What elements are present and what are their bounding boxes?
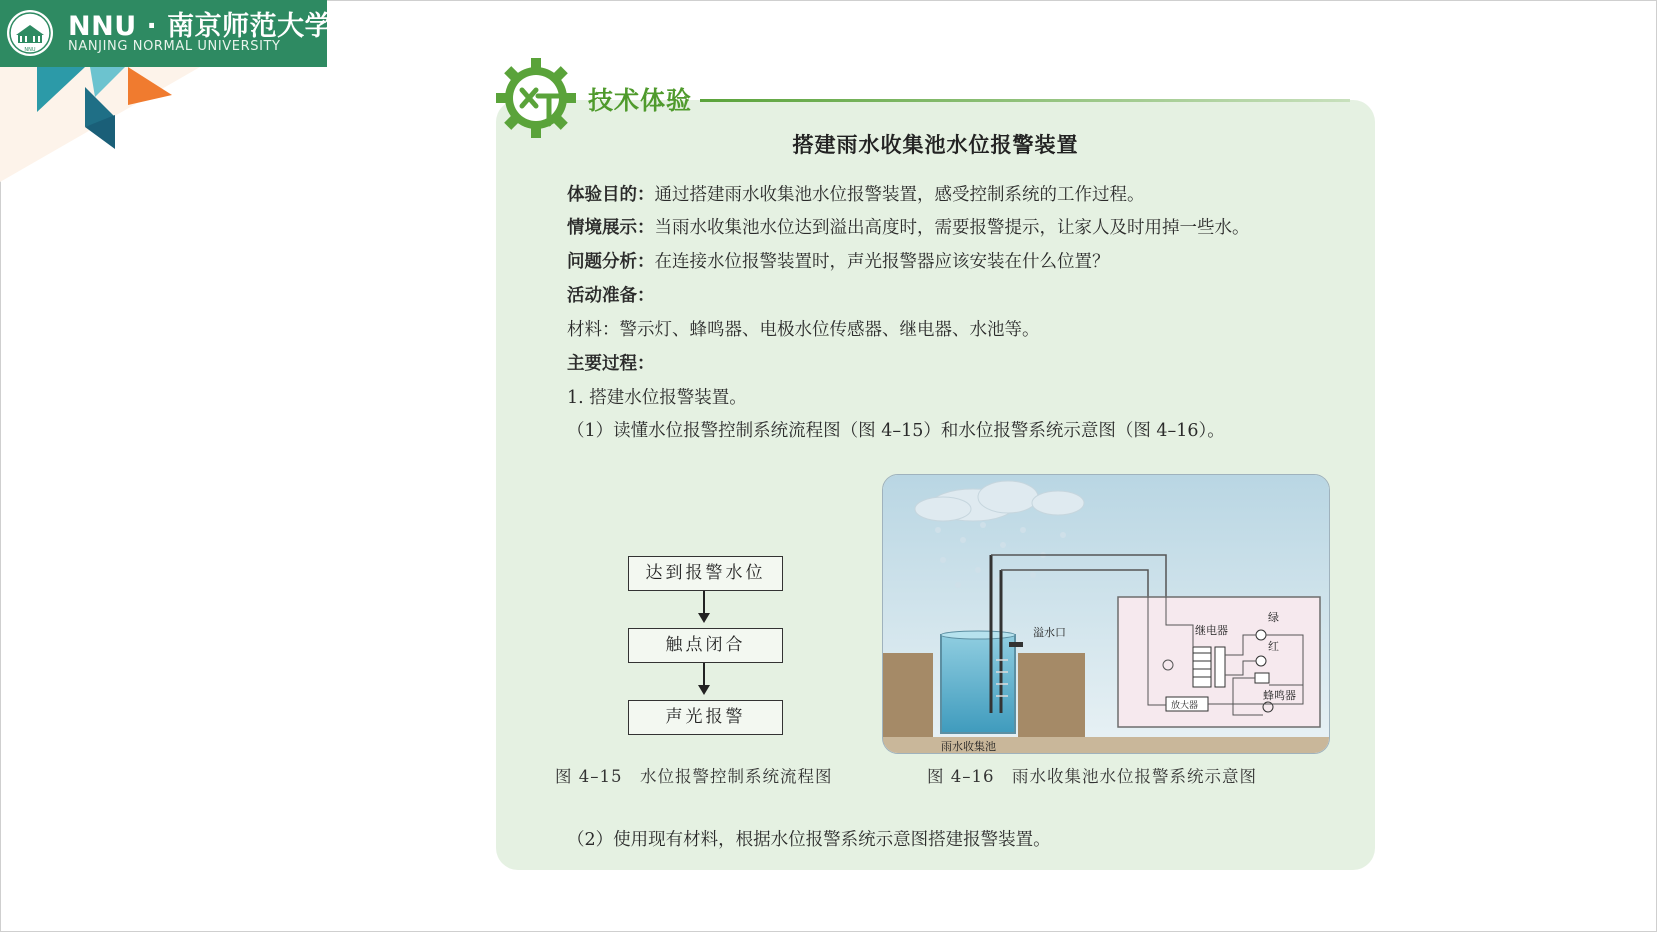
purpose-line: 体验目的：通过搭建雨水收集池水位报警装置，感受控制系统的工作过程。 (567, 185, 1145, 205)
overflow-label: 溢水口 (1033, 626, 1066, 639)
section-label: 技术体验 (588, 86, 693, 115)
section-divider (700, 99, 1350, 102)
flow-arrow (703, 591, 705, 613)
flowchart-caption: 图 4–15 水位报警控制系统流程图 (555, 767, 833, 786)
corner-decoration (0, 67, 200, 187)
gear-icon (494, 58, 584, 140)
diagram-caption: 图 4–16 雨水收集池水位报警系统示意图 (927, 767, 1257, 786)
step-1: 1. 搭建水位报警装置。 (567, 388, 747, 408)
step-1-1: （1）读懂水位报警控制系统流程图（图 4–15）和水位报警系统示意图（图 4–16）。 (567, 421, 1225, 441)
materials-line: 材料：警示灯、蜂鸣器、电极水位传感器、继电器、水池等。 (567, 320, 1040, 340)
relay-label: 继电器 (1195, 624, 1228, 637)
university-logo (0, 0, 333, 67)
flow-step-3: 声光报警 (628, 700, 783, 735)
alarm-system-diagram (882, 474, 1330, 754)
tank-label: 雨水收集池 (941, 740, 996, 753)
flow-step-2: 触点闭合 (628, 628, 783, 663)
green-label: 绿 (1268, 611, 1279, 624)
buzzer-label: 蜂鸣器 (1263, 689, 1296, 702)
arrowhead-icon (698, 613, 710, 623)
logo-title: NNU · 南京师范大学 (68, 11, 333, 42)
step-1-2: （2）使用现有材料，根据水位报警系统示意图搭建报警装置。 (567, 830, 1051, 850)
scenario-line: 情境展示：当雨水收集池水位达到溢出高度时，需要报警提示，让家人及时用掉一些水。 (567, 218, 1250, 238)
university-seal-icon (5, 5, 55, 61)
page-title: 搭建雨水收集池水位报警装置 (792, 133, 1079, 157)
problem-line: 问题分析：在连接水位报警装置时，声光报警器应该安装在什么位置？ (567, 252, 1110, 272)
flow-arrow (703, 663, 705, 685)
svg-text:NNU: NNU (24, 47, 36, 53)
arrowhead-icon (698, 685, 710, 695)
red-label: 红 (1268, 640, 1279, 653)
amplifier-label: 放大器 (1171, 701, 1199, 711)
process-heading: 主要过程： (567, 354, 655, 374)
flow-step-1: 达到报警水位 (628, 556, 783, 591)
prep-heading: 活动准备： (567, 286, 655, 306)
logo-subtitle: NANJING NORMAL UNIVERSITY (68, 39, 281, 54)
